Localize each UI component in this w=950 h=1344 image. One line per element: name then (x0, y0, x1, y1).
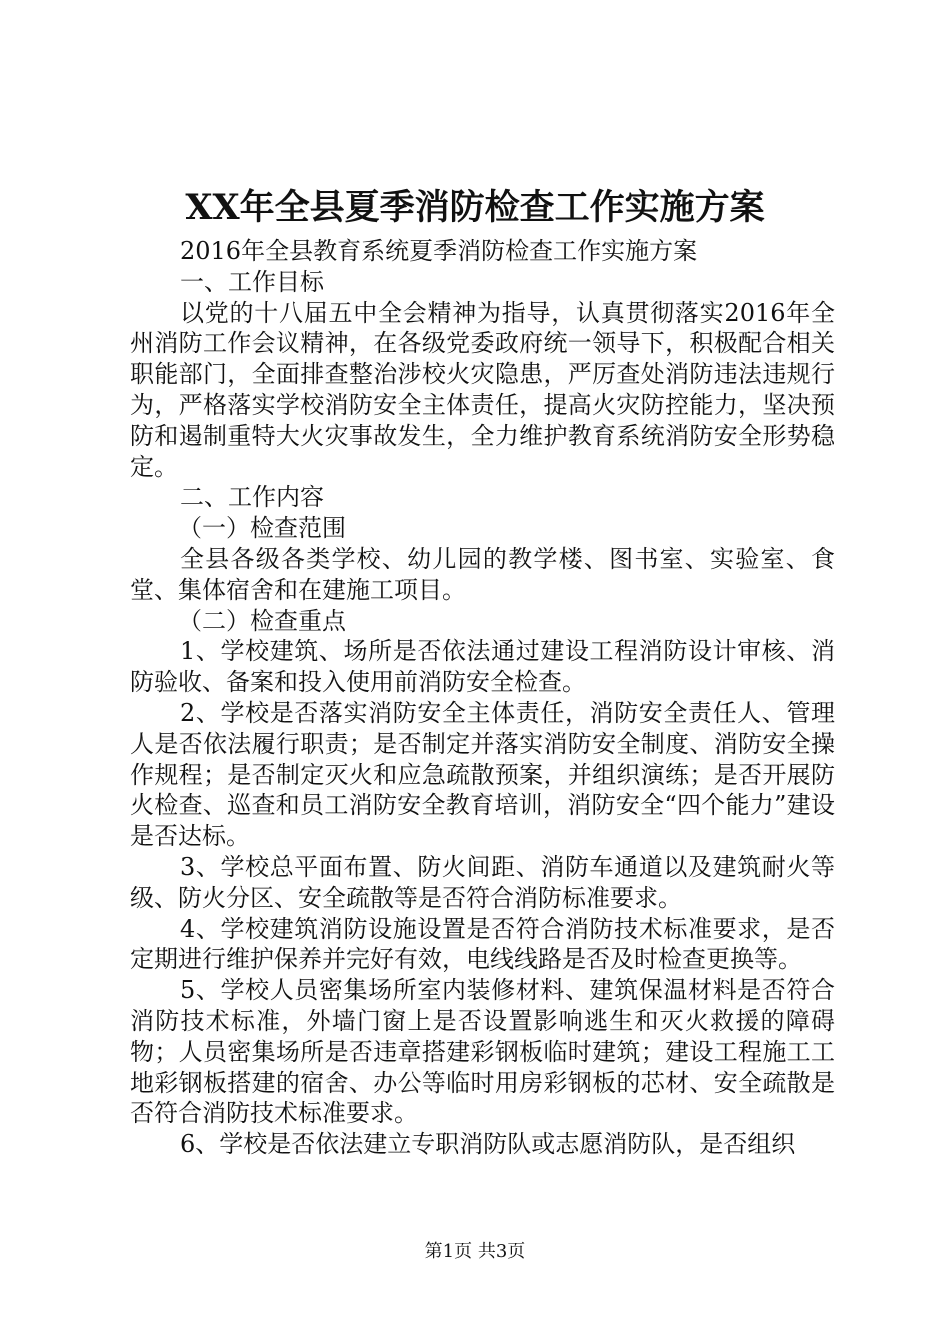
list-item-3: 3、学校总平面布置、防火间距、消防车通道以及建筑耐火等级、防火分区、安全疏散等是否符合消防标准要求。 (130, 852, 835, 912)
paragraph-scope: 全县各级各类学校、幼儿园的教学楼、图书室、实验室、食堂、集体宿舍和在建施工项目。 (130, 544, 835, 604)
document-title: XX年全县夏季消防检查工作实施方案 (185, 187, 765, 228)
list-item-1: 1、学校建筑、场所是否依法通过建设工程消防设计审核、消防验收、备案和投入使用前消防安全检查。 (130, 637, 835, 697)
subsection-heading-focus: （二）检查重点 (178, 606, 346, 635)
paragraph-goal: 以党的十八届五中全会精神为指导，认真贯彻落实2016年全州消防工作会议精神，在各级党委政府统一领导下，积极配合相关职能部门，全面排查整治涉校火灾隐患，严厉查处消防违法违规行为，严格落实学校消防安全主体责任，提高火灾防控能力，坚决预防和遏制重特大火灾事故发生，全力维护教育系统消防安全形势稳定。 (130, 298, 835, 481)
document-body (130, 236, 835, 1160)
section-heading-goal: 一、工作目标 (180, 267, 324, 296)
list-item-5: 5、学校人员密集场所室内装修材料、建筑保温材料是否符合消防技术标准，外墙门窗上是否设置影响逃生和灭火救援的障碍物；人员密集场所是否违章搭建彩钢板临时建筑；建设工程施工工地彩钢板搭建的宿舍、办公等临时用房彩钢板的芯材、安全疏散是否符合消防技术标准要求。 (130, 976, 835, 1128)
list-item-4: 4、学校建筑消防设施设置是否符合消防技术标准要求，是否定期进行维护保养并完好有效，电线线路是否及时检查更换等。 (130, 914, 835, 974)
subsection-heading-scope: （一）检查范围 (178, 514, 346, 543)
list-item-2: 2、学校是否落实消防安全主体责任，消防安全责任人、管理人是否依法履行职责；是否制定并落实消防安全制度、消防安全操作规程；是否制定灭火和应急疏散预案，并组织演练；是否开展防火检查、巡查和员工消防安全教育培训，消防安全“四个能力”建设是否达标。 (130, 698, 835, 851)
section-heading-content: 二、工作内容 (180, 483, 324, 512)
subtitle-paragraph: 2016年全县教育系统夏季消防检查工作实施方案 (180, 237, 698, 265)
list-item-6: 6、学校是否依法建立专职消防队或志愿消防队，是否组织 (180, 1130, 796, 1159)
page-footer: 第1页 共3页 (424, 1241, 526, 1262)
